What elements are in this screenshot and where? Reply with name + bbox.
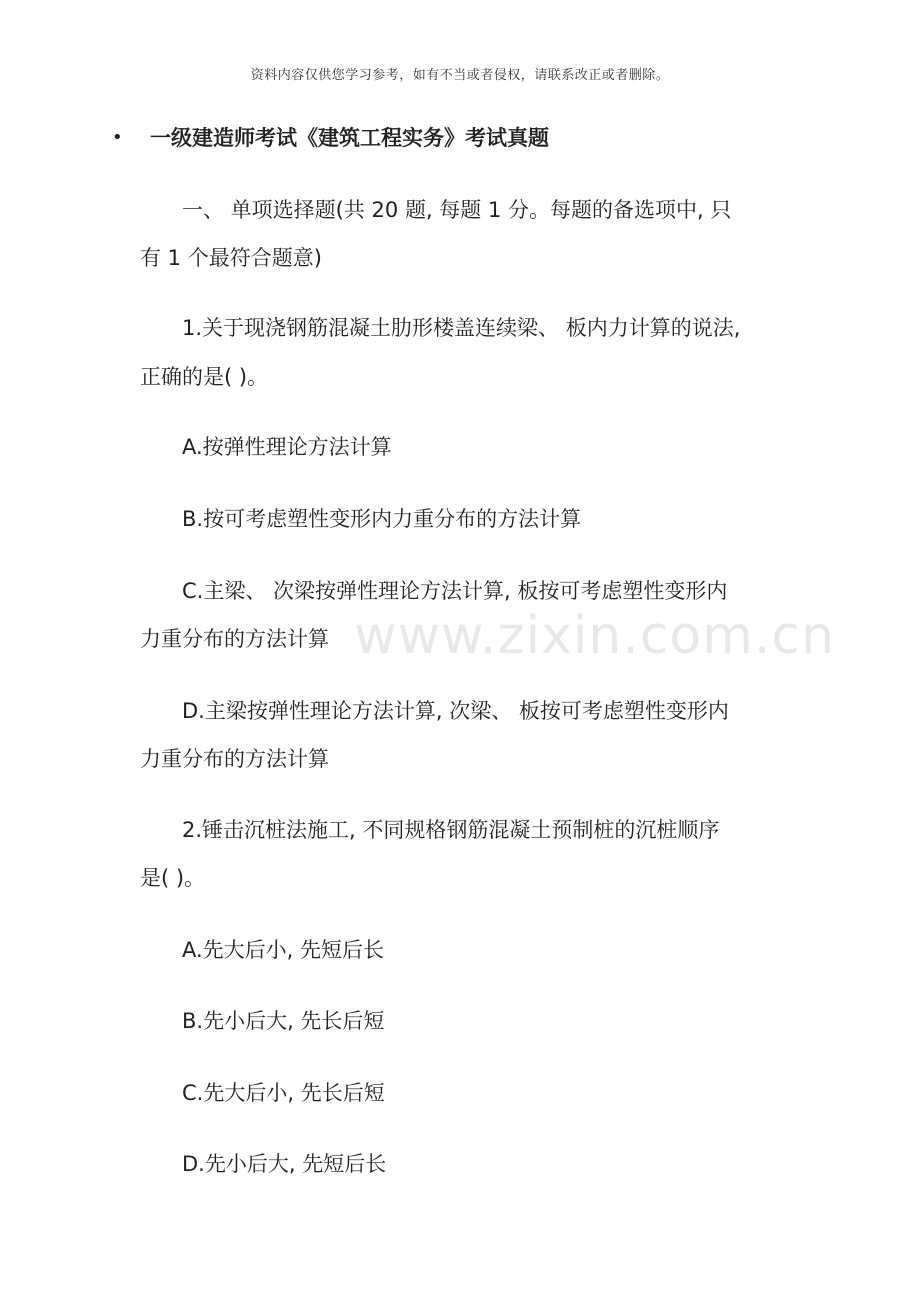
q1-option-d-line1: D.主梁按弹性理论方法计算, 次梁、 板按可考虑塑性变形内 (182, 699, 729, 723)
q1-option-c-line2: 力重分布的方法计算 (140, 627, 329, 651)
q1-stem-line2: 正确的是( )。 (140, 365, 269, 389)
q1-option-c-line1: C.主梁、 次梁按弹性理论方法计算, 板按可考虑塑性变形内 (182, 579, 728, 603)
bullet-icon: • (112, 126, 123, 148)
q2-stem-line2: 是( )。 (140, 866, 206, 890)
q1-option-a: A.按弹性理论方法计算 (182, 435, 392, 459)
q1-option-d-line2: 力重分布的方法计算 (140, 747, 329, 771)
q2-stem-line1: 2.锤击沉桩法施工, 不同规格钢筋混凝土预制桩的沉桩顺序 (182, 818, 720, 842)
q2-option-d: D.先小后大, 先短后长 (182, 1152, 387, 1176)
q2-option-c: C.先大后小, 先长后短 (182, 1081, 385, 1105)
watermark: www.zixin.com.cn (354, 606, 835, 666)
section-heading-line2: 有 1 个最符合题意) (140, 246, 322, 270)
q2-option-a: A.先大后小, 先短后长 (182, 938, 385, 962)
q1-stem-line1: 1.关于现浇钢筋混凝土肋形楼盖连续梁、 板内力计算的说法, (182, 316, 741, 340)
document-title: 一级建造师考试《建筑工程实务》考试真题 (150, 126, 549, 150)
section-heading-line1: 一、 单项选择题(共 20 题, 每题 1 分。每题的备选项中, 只 (182, 198, 732, 222)
title-row (112, 122, 549, 152)
q2-option-b: B.先小后大, 先长后短 (182, 1009, 385, 1033)
header-disclaimer: 资料内容仅供您学习参考，如有不当或者侵权，请联系改正或者删除。 (250, 68, 670, 83)
q1-option-b: B.按可考虑塑性变形内力重分布的方法计算 (182, 507, 582, 531)
